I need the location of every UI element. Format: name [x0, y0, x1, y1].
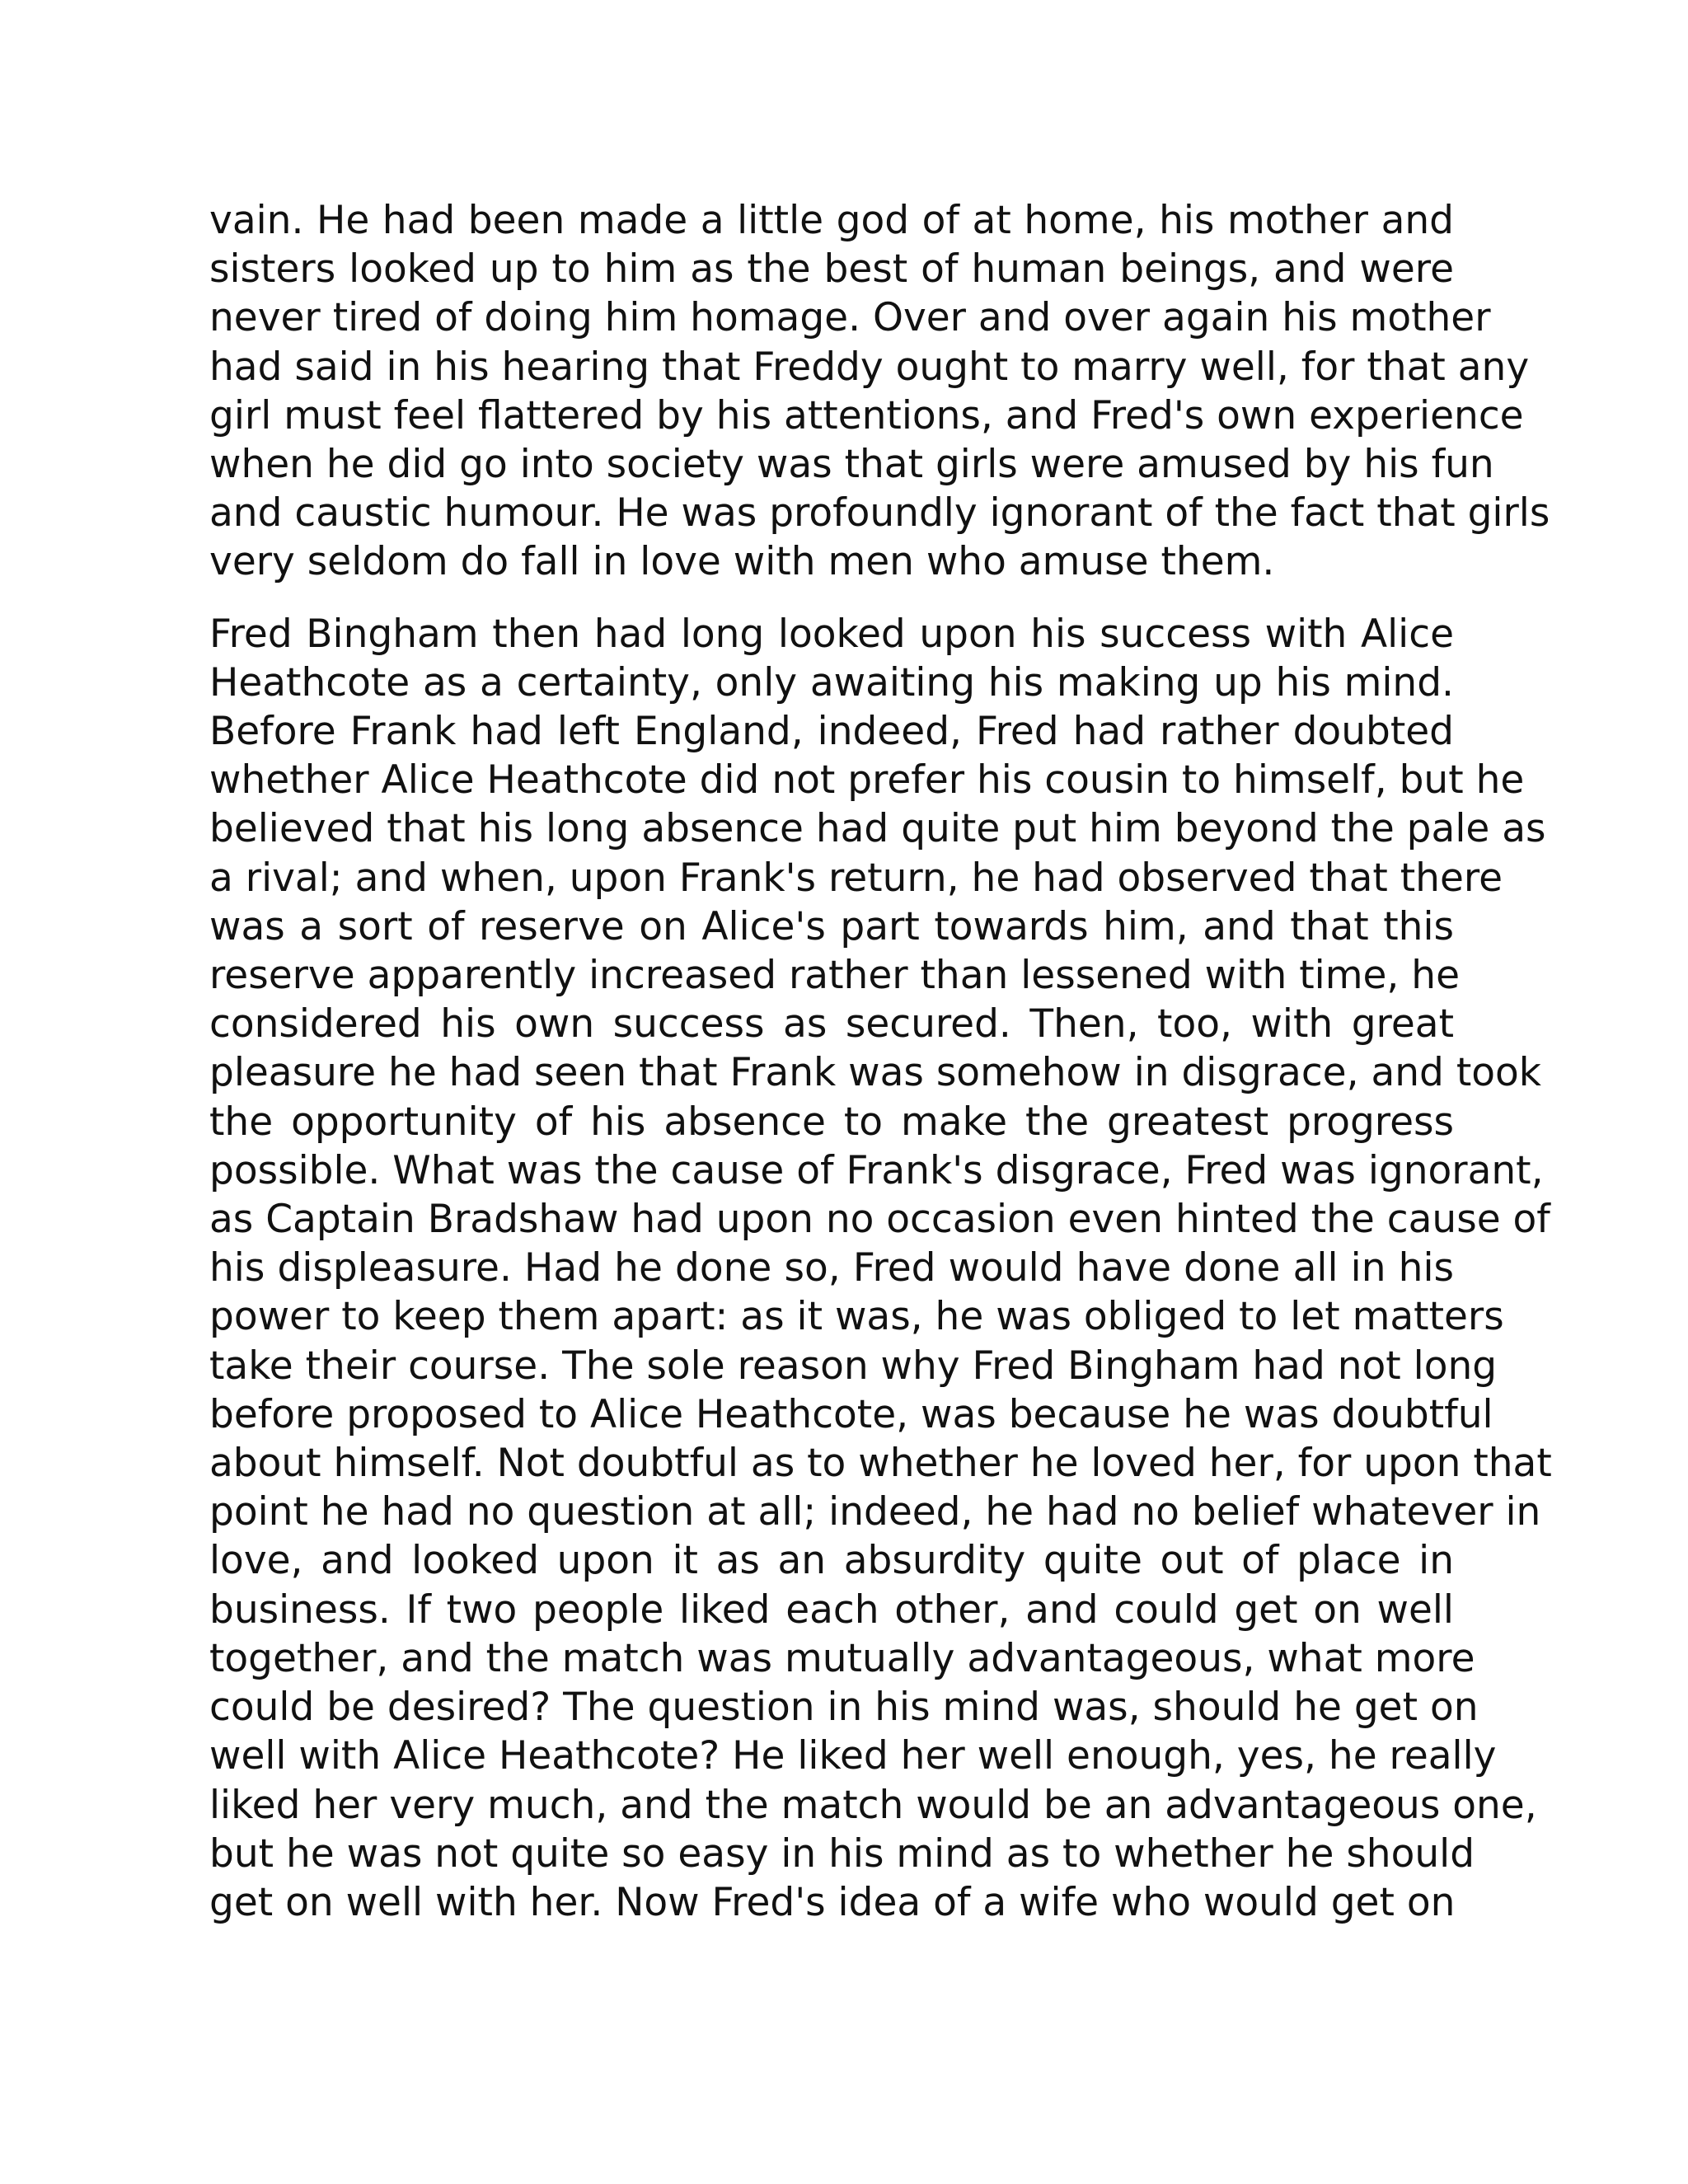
- text-line: believed that his long absence had quite put him beyond the pale as: [209, 806, 1546, 852]
- text-line: considered his own success as secured. Then, too, with great: [209, 1001, 1454, 1047]
- text-line: could be desired? The question in his mind was, should he get on: [209, 1685, 1479, 1731]
- text-line: very seldom do fall in love with men who amuse them.: [209, 539, 1275, 585]
- text-line: liked her very much, and the match would be an advantageous one,: [209, 1782, 1537, 1828]
- text-line: his displeasure. Had he done so, Fred would have done all in his: [209, 1245, 1454, 1291]
- text-line: but he was not quite so easy in his mind as to whether he should: [209, 1830, 1475, 1877]
- text-line: get on well with her. Now Fred's idea of a wife who would get on: [209, 1879, 1456, 1925]
- paragraph-2: [209, 610, 1552, 1927]
- text-line: was a sort of reserve on Alice's part towards him, and that this: [209, 903, 1454, 949]
- text-line: whether Alice Heathcote did not prefer his cousin to himself, but he: [209, 757, 1525, 804]
- text-line: take their course. The sole reason why Fred Bingham had not long: [209, 1343, 1498, 1389]
- text-line: together, and the match was mutually advantageous, what more: [209, 1635, 1475, 1681]
- text-line: business. If two people liked each other, and could get on well: [209, 1586, 1454, 1633]
- text-line: before proposed to Alice Heathcote, was because he was doubtful: [209, 1391, 1493, 1437]
- text-line: when he did go into society was that girls were amused by his fun: [209, 442, 1494, 488]
- text-line: a rival; and when, upon Frank's return, he had observed that there: [209, 855, 1503, 901]
- text-line: love, and looked upon it as an absurdity quite out of place in: [209, 1538, 1454, 1584]
- text-line: Fred Bingham then had long looked upon his success with Alice: [209, 611, 1454, 657]
- text-line: possible. What was the cause of Frank's disgrace, Fred was ignorant,: [209, 1147, 1544, 1193]
- text-line: about himself. Not doubtful as to whether he loved her, for upon that: [209, 1441, 1552, 1487]
- text-line: and caustic humour. He was profoundly ignorant of the fact that girls: [209, 490, 1550, 537]
- text-line: power to keep them apart: as it was, he was obliged to let matters: [209, 1294, 1504, 1340]
- text-line: the opportunity of his absence to make the greatest progress: [209, 1099, 1454, 1145]
- text-line: as Captain Bradshaw had upon no occasion even hinted the cause of: [209, 1197, 1550, 1243]
- text-line: reserve apparently increased rather than lessened with time, he: [209, 953, 1461, 999]
- text-line: point he had no question at all; indeed, he had no belief whatever in: [209, 1489, 1541, 1535]
- text-line: never tired of doing him homage. Over and over again his mother: [209, 295, 1491, 341]
- text-line: sisters looked up to him as the best of human beings, and were: [209, 246, 1454, 293]
- text-line: Before Frank had left England, indeed, Fred had rather doubted: [209, 709, 1454, 755]
- text-line: Heathcote as a certainty, only awaiting his making up his mind.: [209, 659, 1454, 705]
- text-line: girl must feel flattered by his attentions, and Fred's own experience: [209, 392, 1524, 438]
- text-line: had said in his hearing that Freddy ought to marry well, for that any: [209, 344, 1530, 390]
- text-line: vain. He had been made a little god of at home, his mother and: [209, 198, 1454, 243]
- page-body: [209, 196, 1552, 1927]
- text-line: well with Alice Heathcote? He liked her well enough, yes, he really: [209, 1733, 1497, 1779]
- paragraph-1: [209, 196, 1550, 587]
- text-line: pleasure he had seen that Frank was somehow in disgrace, and took: [209, 1050, 1541, 1096]
